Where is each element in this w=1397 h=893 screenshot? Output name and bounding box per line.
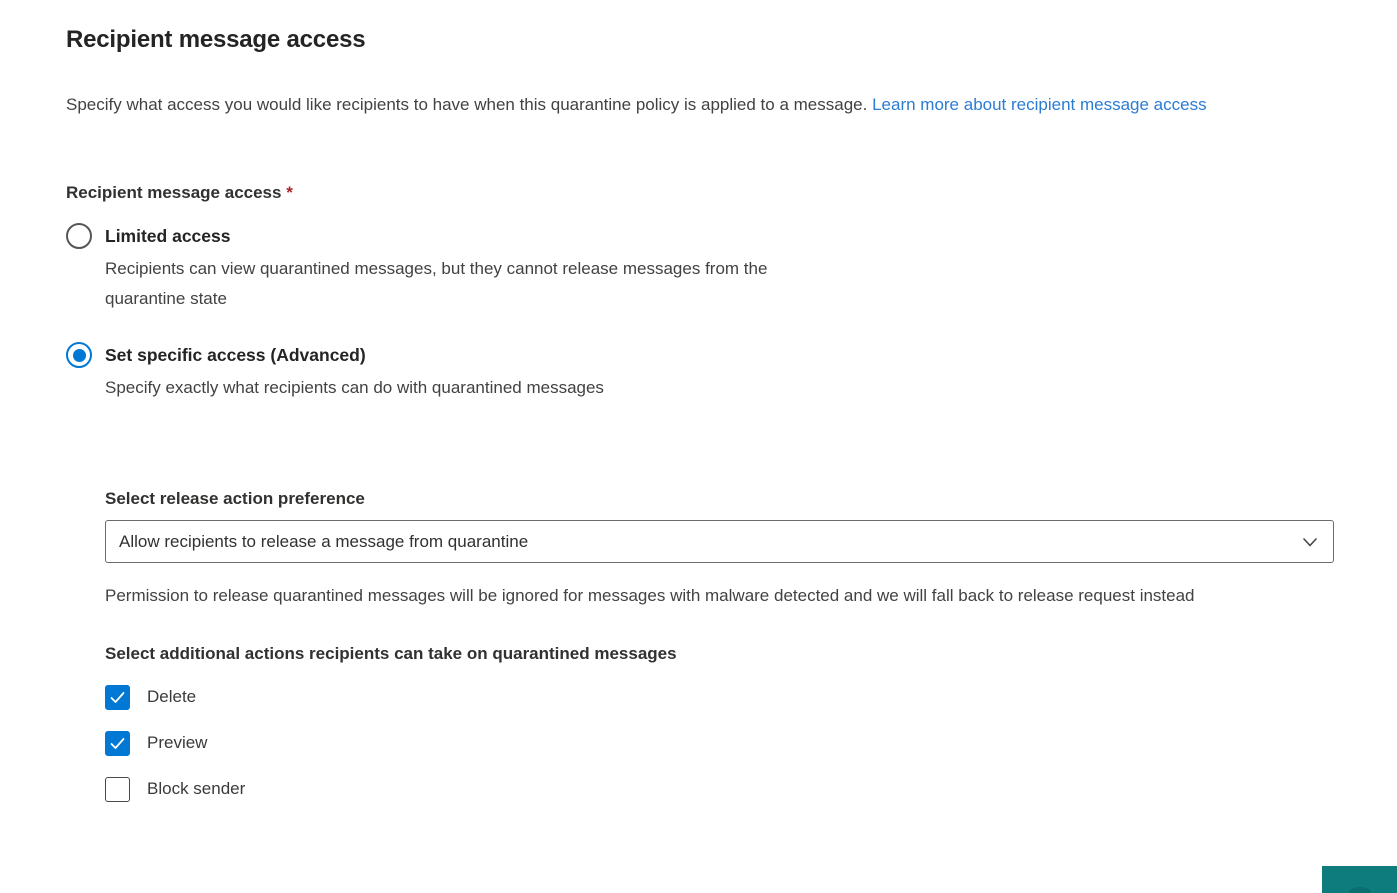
- required-marker: *: [286, 183, 293, 202]
- checkmark-icon: [109, 689, 126, 706]
- checkbox-row-delete[interactable]: [105, 684, 1331, 710]
- radio-option-set-specific-access[interactable]: [66, 342, 1331, 403]
- radio-description: Specify exactly what recipients can do with quarantined messages: [105, 378, 604, 397]
- advanced-access-section: [105, 489, 1331, 802]
- radio-option-limited-access[interactable]: [66, 223, 1331, 314]
- checkbox-unchecked-icon[interactable]: [105, 777, 130, 802]
- checkbox-label[interactable]: Delete: [147, 687, 197, 706]
- release-preference-dropdown[interactable]: [105, 520, 1334, 563]
- checkbox-label[interactable]: Preview: [147, 733, 208, 752]
- page-description: [66, 90, 1331, 119]
- checkmark-icon: [109, 735, 126, 752]
- radio-label[interactable]: Limited access: [105, 226, 231, 246]
- description-text: Specify what access you would like recipients to have when this quarantine policy is applied to a message.: [66, 95, 868, 114]
- release-preference-note: Permission to release quarantined messages will be ignored for messages with malware detected and we will fall back to release request instead: [105, 586, 1195, 605]
- radio-button-selected-icon[interactable]: [66, 342, 92, 368]
- learn-more-link[interactable]: Learn more about recipient message access: [872, 95, 1207, 114]
- feedback-icon: [1349, 887, 1371, 893]
- checkbox-row-preview[interactable]: [105, 730, 1331, 756]
- page-title: Recipient message access: [66, 26, 366, 53]
- feedback-button[interactable]: [1322, 866, 1397, 893]
- checkbox-row-block-sender[interactable]: [105, 776, 1331, 802]
- checkbox-checked-icon[interactable]: [105, 685, 130, 710]
- checkbox-checked-icon[interactable]: [105, 731, 130, 756]
- checkbox-label[interactable]: Block sender: [147, 779, 246, 798]
- chevron-down-icon: [1301, 533, 1319, 551]
- radio-label[interactable]: Set specific access (Advanced): [105, 345, 366, 365]
- radio-description: Recipients can view quarantined messages, but they cannot release messages from the quarantine state: [105, 259, 768, 308]
- additional-actions-label: Select additional actions recipients can take on quarantined messages: [105, 644, 677, 663]
- radio-button-icon[interactable]: [66, 223, 92, 249]
- release-preference-label: Select release action preference: [105, 489, 365, 508]
- radio-group-label: Recipient message access *: [66, 183, 293, 202]
- dropdown-selected-value: Allow recipients to release a message from quarantine: [119, 531, 529, 551]
